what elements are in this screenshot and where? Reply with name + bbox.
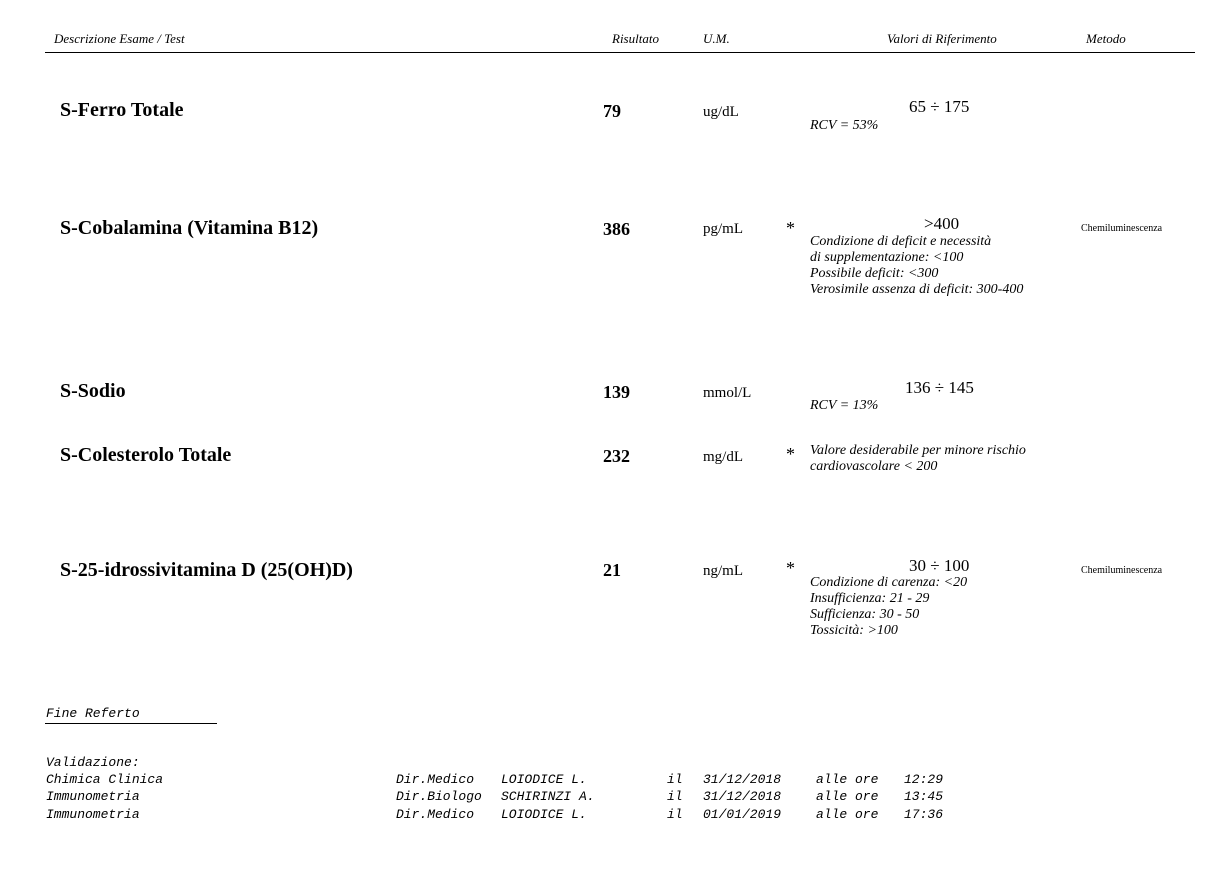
test-result: 139 — [603, 382, 630, 402]
test-method: Chemiluminescenza — [1081, 565, 1163, 576]
validation-role: Dir.Medico — [396, 807, 475, 822]
header-um: U.M. — [703, 31, 730, 46]
validazione-label: Validazione: — [46, 755, 140, 770]
test-name: S-25-idrossivitamina D (25(OH)D) — [60, 559, 353, 581]
test-name: S-Colesterolo Totale — [60, 444, 232, 466]
reference-note: Condizione di carenza: <20 Insufficienza: 21 - 29 Sufficienza: 30 - 50 Tossicità: >100 — [810, 575, 968, 638]
validation-section: Chimica Clinica — [46, 772, 164, 787]
validation-time: 17:36 — [904, 807, 944, 822]
fine-referto-underline — [45, 723, 217, 724]
validation-time: 12:29 — [904, 772, 944, 787]
reference-note: Condizione di deficit e necessità di supplementazione: <100 Possibile deficit: <300 Verosimile assenza di deficit: 300-400 — [810, 234, 1024, 297]
reference-note: RCV = 13% — [810, 398, 879, 413]
out-of-range-flag: * — [786, 444, 795, 464]
validation-section: Immunometria — [46, 807, 140, 822]
reference-note: Valore desiderabile per minore rischio cardiovascolare < 200 — [810, 443, 1026, 474]
validation-il: il — [667, 789, 683, 804]
test-unit: mg/dL — [703, 449, 743, 465]
header-metodo: Metodo — [1086, 31, 1126, 46]
test-name: S-Sodio — [60, 380, 126, 402]
validation-il: il — [667, 772, 683, 787]
validation-alle-ore: alle ore — [816, 772, 879, 787]
test-unit: ng/mL — [703, 563, 743, 579]
test-unit: pg/mL — [703, 221, 743, 237]
validation-date: 31/12/2018 — [703, 772, 782, 787]
reference-range: >400 — [924, 214, 960, 233]
header-valori-riferimento: Valori di Riferimento — [887, 31, 997, 46]
test-method: Chemiluminescenza — [1081, 223, 1163, 234]
reference-range: 30 ÷ 100 — [909, 556, 970, 575]
test-result: 232 — [603, 446, 630, 466]
test-result: 79 — [603, 101, 621, 121]
validation-date: 01/01/2019 — [703, 807, 782, 822]
validation-alle-ore: alle ore — [816, 807, 879, 822]
validation-il: il — [667, 807, 683, 822]
test-name: S-Ferro Totale — [60, 99, 184, 121]
header-risultato: Risultato — [612, 31, 659, 46]
out-of-range-flag: * — [786, 218, 795, 238]
reference-note: RCV = 53% — [810, 118, 879, 133]
test-unit: mmol/L — [703, 385, 752, 401]
validation-doctor: LOIODICE L. — [501, 772, 587, 787]
header-divider — [45, 52, 1195, 53]
validation-doctor: SCHIRINZI A. — [501, 789, 595, 804]
header-descrizione: Descrizione Esame / Test — [54, 31, 185, 46]
test-unit: ug/dL — [703, 104, 739, 120]
validation-role: Dir.Medico — [396, 772, 475, 787]
validation-alle-ore: alle ore — [816, 789, 879, 804]
fine-referto: Fine Referto — [46, 706, 140, 721]
validation-time: 13:45 — [904, 789, 944, 804]
test-result: 386 — [603, 219, 630, 239]
validation-doctor: LOIODICE L. — [501, 807, 587, 822]
test-name: S-Cobalamina (Vitamina B12) — [60, 217, 319, 239]
out-of-range-flag: * — [786, 558, 795, 578]
reference-range: 136 ÷ 145 — [905, 378, 974, 397]
test-result: 21 — [603, 560, 621, 580]
validation-role: Dir.Biologo — [396, 789, 482, 804]
reference-range: 65 ÷ 175 — [909, 97, 970, 116]
validation-date: 31/12/2018 — [703, 789, 782, 804]
validation-section: Immunometria — [46, 789, 140, 804]
